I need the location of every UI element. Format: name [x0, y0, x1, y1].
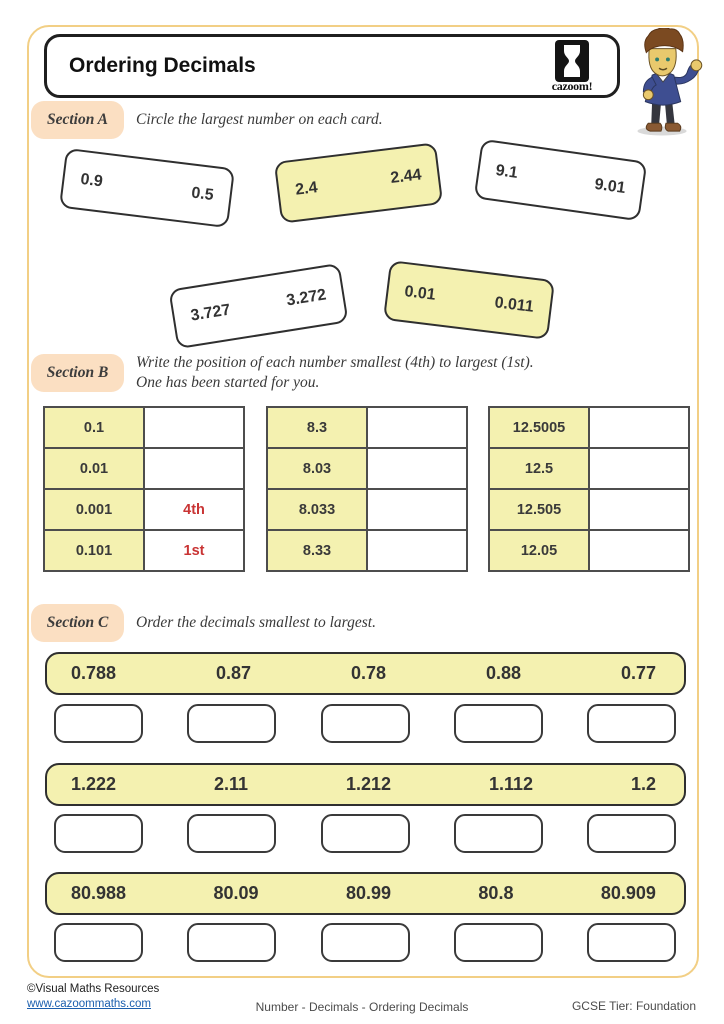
number-cell: 12.05	[489, 530, 589, 571]
number-cell: 12.5	[489, 448, 589, 489]
table-row	[489, 530, 689, 571]
number-cell: 12.505	[489, 489, 589, 530]
section-b-instruction-line2: One has been started for you.	[136, 374, 320, 391]
table-row	[267, 530, 467, 571]
answer-box-row-3	[54, 923, 676, 962]
strip-number: 80.988	[71, 883, 127, 903]
strip-number: 0.88	[485, 663, 521, 683]
number-cell: 0.01	[44, 448, 144, 489]
mascot-illustration	[618, 28, 708, 136]
card-number-left[interactable]: 3.727	[189, 301, 232, 325]
section-b-label	[31, 354, 124, 392]
answer-cell[interactable]	[367, 489, 467, 530]
section-b-instruction-line1: Write the position of each number smallest (4th) to largest (1st).	[136, 354, 534, 371]
number-cell: 0.101	[44, 530, 144, 571]
logo-wordmark: cazoom!	[551, 79, 593, 93]
footer-left	[27, 982, 159, 1012]
number-cell: 8.33	[267, 530, 367, 571]
answer-box[interactable]	[321, 923, 410, 962]
answer-cell[interactable]	[589, 530, 689, 571]
number-cell: 0.001	[44, 489, 144, 530]
answer-box[interactable]	[587, 814, 676, 853]
section-a-label	[31, 101, 124, 139]
table-row	[489, 489, 689, 530]
strip-number: 1.222	[71, 774, 117, 794]
strip-number: 1.212	[345, 774, 392, 794]
section-a-label-text: Section A	[46, 111, 108, 128]
answer-box[interactable]	[187, 923, 276, 962]
card-number-left[interactable]: 0.9	[79, 170, 104, 191]
table-row	[267, 407, 467, 448]
section-c-label	[31, 604, 124, 642]
answer-box-row-2	[54, 814, 676, 853]
hourglass-icon	[541, 40, 603, 82]
ordering-table-2	[266, 406, 468, 572]
number-cell: 8.03	[267, 448, 367, 489]
table-row	[489, 448, 689, 489]
table-row	[44, 407, 244, 448]
answer-box[interactable]	[54, 923, 143, 962]
answer-cell[interactable]	[367, 407, 467, 448]
card-number-left[interactable]: 0.01	[403, 283, 437, 304]
answer-box-row-1	[54, 704, 676, 743]
answer-cell[interactable]	[367, 530, 467, 571]
answer-cell[interactable]	[589, 407, 689, 448]
answer-box[interactable]	[187, 814, 276, 853]
decimal-strip-2	[45, 763, 686, 806]
card-number-left[interactable]: 9.1	[494, 161, 519, 182]
footer-topic: Number - Decimals - Ordering Decimals	[255, 1000, 469, 1014]
answer-cell[interactable]	[589, 489, 689, 530]
table-row	[44, 530, 244, 571]
answer-cell[interactable]: 4th	[144, 489, 244, 530]
answer-box[interactable]	[454, 814, 543, 853]
page-title: Ordering Decimals	[69, 54, 256, 77]
answer-cell[interactable]	[144, 407, 244, 448]
ordering-table-3	[488, 406, 690, 572]
card-number-right[interactable]: 0.5	[190, 184, 215, 205]
answer-box[interactable]	[187, 704, 276, 743]
answer-cell[interactable]	[367, 448, 467, 489]
table-row	[489, 407, 689, 448]
ordering-table-1	[43, 406, 245, 572]
strip-number: 1.2	[630, 774, 656, 794]
answer-cell[interactable]	[589, 448, 689, 489]
footer-website-link[interactable]: www.cazoommaths.com	[27, 997, 151, 1010]
section-b-label-text: Section B	[46, 364, 109, 381]
strip-number: 80.99	[345, 883, 391, 903]
footer-tier: GCSE Tier: Foundation	[571, 999, 696, 1013]
strip-number: 0.788	[71, 663, 117, 683]
answer-box[interactable]	[321, 814, 410, 853]
decimal-strip-1	[45, 652, 686, 695]
card-number-right[interactable]: 0.011	[493, 294, 535, 316]
card-number-right[interactable]: 9.01	[593, 175, 627, 198]
answer-box[interactable]	[587, 704, 676, 743]
table-row	[267, 489, 467, 530]
strip-number: 0.78	[350, 663, 387, 683]
decimal-strip-3	[45, 872, 686, 915]
number-cell: 8.033	[267, 489, 367, 530]
section-a-instruction: Circle the largest number on each card.	[136, 111, 383, 128]
strip-number: 80.09	[213, 883, 259, 903]
answer-box[interactable]	[454, 704, 543, 743]
number-cell: 8.3	[267, 407, 367, 448]
table-row	[267, 448, 467, 489]
section-c-instruction: Order the decimals smallest to largest.	[136, 614, 376, 631]
header	[44, 34, 620, 98]
number-cell: 12.5005	[489, 407, 589, 448]
answer-box[interactable]	[54, 814, 143, 853]
strip-number: 2.11	[213, 774, 249, 794]
strip-number: 0.87	[215, 663, 252, 683]
section-c-label-text: Section C	[46, 614, 109, 631]
cazoom-logo	[541, 40, 603, 94]
answer-cell[interactable]	[144, 448, 244, 489]
card-number-right[interactable]: 2.44	[389, 166, 423, 187]
table-row	[44, 448, 244, 489]
number-cell: 0.1	[44, 407, 144, 448]
answer-box[interactable]	[587, 923, 676, 962]
answer-box[interactable]	[321, 704, 410, 743]
answer-cell[interactable]: 1st	[144, 530, 244, 571]
section-b-instruction	[136, 353, 534, 393]
answer-box[interactable]	[54, 704, 143, 743]
strip-number: 1.112	[488, 774, 534, 794]
strip-number: 80.909	[600, 883, 656, 903]
table-row	[44, 489, 244, 530]
card-number-left[interactable]: 2.4	[294, 179, 319, 199]
card-number-right[interactable]: 3.272	[285, 286, 328, 310]
strip-number: 0.77	[620, 663, 656, 683]
footer-copyright: ©Visual Maths Resources	[27, 983, 160, 995]
answer-box[interactable]	[454, 923, 543, 962]
strip-number: 80.8	[478, 883, 514, 903]
